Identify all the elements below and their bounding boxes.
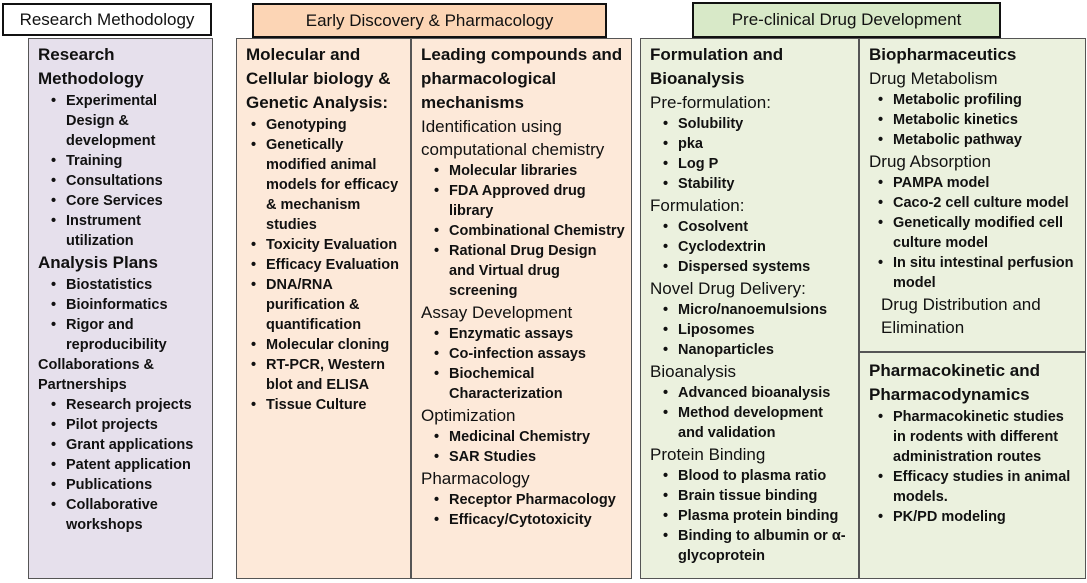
list-item: • Dispersed systems (678, 257, 852, 277)
header-preclinical (692, 2, 1001, 38)
research-methodology-box (28, 38, 213, 579)
list-item: • In situ intestinal perfusion model (893, 253, 1079, 293)
list-item: • Advanced bioanalysis (678, 383, 852, 403)
list-item: • Blood to plasma ratio (678, 466, 852, 486)
list-item: • Metabolic profiling (893, 90, 1079, 110)
metabolism-list (869, 90, 1079, 150)
list-item: • Core Services (66, 191, 206, 211)
list-item: • Genetically modified animal models for efficacy & mechanism studies (266, 135, 404, 235)
pkpd-box (859, 352, 1086, 579)
section-list (650, 217, 852, 277)
molecular-biology-box (236, 38, 411, 579)
list-item: • Rational Drug Design and Virtual drug screening (449, 241, 625, 301)
list-item: • Biostatistics (66, 275, 206, 295)
molecular-title: Molecular and Cellular biology & Genetic Analysis: (246, 45, 391, 112)
section-heading: Protein Binding (650, 445, 766, 464)
list-item: • Training (66, 151, 206, 171)
formulation-title: Formulation and Bioanalysis (650, 45, 784, 88)
pkpd-title: Pharmacokinetic and Pharmacodynamics (869, 361, 1041, 404)
header-research-label: Research Methodology (19, 9, 195, 29)
section-list (650, 114, 852, 194)
list-item: • Receptor Pharmacology (449, 490, 625, 510)
list-item: • Binding to albumin or α-glycoprotein (678, 526, 852, 566)
section-list (421, 490, 625, 530)
collab-list (38, 395, 206, 535)
list-item: • Patent application (66, 455, 206, 475)
list-item: • Liposomes (678, 320, 852, 340)
list-item: • Pilot projects (66, 415, 206, 435)
molecular-list (246, 115, 404, 415)
list-item: • Method development and validation (678, 403, 852, 443)
section-heading: Formulation: (650, 196, 745, 215)
formulation-box (640, 38, 859, 579)
list-item: • Toxicity Evaluation (266, 235, 404, 255)
section-heading: Identification using computational chemistry (421, 117, 605, 159)
list-item: • PK/PD modeling (893, 507, 1079, 527)
section-heading: Pharmacology (421, 469, 530, 488)
list-item: • Enzymatic assays (449, 324, 625, 344)
list-item: • Efficacy/Cytotoxicity (449, 510, 625, 530)
list-item: • SAR Studies (449, 447, 625, 467)
section-heading: Pre-formulation: (650, 93, 771, 112)
list-item: • Combinational Chemistry (449, 221, 625, 241)
section-list (650, 383, 852, 443)
list-item: • Log P (678, 154, 852, 174)
list-item: • Grant applications (66, 435, 206, 455)
absorption-heading: Drug Absorption (869, 152, 991, 171)
header-early-discovery (252, 3, 607, 38)
pkpd-list (869, 407, 1079, 527)
list-item: • Medicinal Chemistry (449, 427, 625, 447)
list-item: • Bioinformatics (66, 295, 206, 315)
list-item: • Molecular cloning (266, 335, 404, 355)
methodology-list (38, 91, 206, 251)
section-list (421, 161, 625, 301)
list-item: • Instrument utilization (66, 211, 206, 251)
leading-compounds-box (411, 38, 632, 579)
list-item: • Molecular libraries (449, 161, 625, 181)
list-item: • Consultations (66, 171, 206, 191)
section-heading: Assay Development (421, 303, 573, 322)
absorption-list (869, 173, 1079, 293)
section-list (421, 427, 625, 467)
list-item: • Collaborative workshops (66, 495, 206, 535)
list-item: • Genotyping (266, 115, 404, 135)
biopharm-title: Biopharmaceutics (869, 45, 1017, 64)
list-item: • Co-infection assays (449, 344, 625, 364)
collab-title: Collaborations & Partnerships (38, 357, 155, 393)
section-list (650, 466, 852, 566)
list-item: • Metabolic kinetics (893, 110, 1079, 130)
section-list (650, 300, 852, 360)
metabolism-heading: Drug Metabolism (869, 69, 998, 88)
section-heading: Bioanalysis (650, 362, 736, 381)
list-item: • Plasma protein binding (678, 506, 852, 526)
list-item: • Stability (678, 174, 852, 194)
list-item: • pka (678, 134, 852, 154)
analysis-list (38, 275, 206, 355)
list-item: • Micro/nanoemulsions (678, 300, 852, 320)
list-item: • Efficacy Evaluation (266, 255, 404, 275)
leading-title: Leading compounds and pharmacological mechanisms (421, 45, 623, 112)
header-research-methodology (2, 3, 212, 36)
analysis-title: Analysis Plans (38, 253, 159, 272)
list-item: • Publications (66, 475, 206, 495)
list-item: • Pharmacokinetic studies in rodents with different administration routes (893, 407, 1079, 467)
research-title: Research Methodology (38, 45, 144, 88)
list-item: • Experimental Design & development (66, 91, 206, 151)
list-item: • Brain tissue binding (678, 486, 852, 506)
list-item: • Research projects (66, 395, 206, 415)
section-heading: Novel Drug Delivery: (650, 279, 806, 298)
section-heading: Optimization (421, 406, 516, 425)
list-item: • Nanoparticles (678, 340, 852, 360)
list-item: • Cyclodextrin (678, 237, 852, 257)
list-item: • Solubility (678, 114, 852, 134)
header-preclinical-label: Pre-clinical Drug Development (731, 10, 962, 29)
biopharmaceutics-box (859, 38, 1086, 352)
list-item: • Tissue Culture (266, 395, 404, 415)
distribution-heading: Drug Distribution and Elimination (881, 295, 1041, 337)
section-list (421, 324, 625, 404)
list-item: • DNA/RNA purification & quantification (266, 275, 404, 335)
list-item: • Cosolvent (678, 217, 852, 237)
list-item: • Genetically modified cell culture model (893, 213, 1079, 253)
list-item: • Biochemical Characterization (449, 364, 625, 404)
header-discovery-label: Early Discovery & Pharmacology (305, 10, 554, 30)
list-item: • PAMPA model (893, 173, 1079, 193)
list-item: • Rigor and reproducibility (66, 315, 206, 355)
list-item: • Efficacy studies in animal models. (893, 467, 1079, 507)
list-item: • Caco-2 cell culture model (893, 193, 1079, 213)
list-item: • Metabolic pathway (893, 130, 1079, 150)
list-item: • FDA Approved drug library (449, 181, 625, 221)
list-item: • RT-PCR, Western blot and ELISA (266, 355, 404, 395)
